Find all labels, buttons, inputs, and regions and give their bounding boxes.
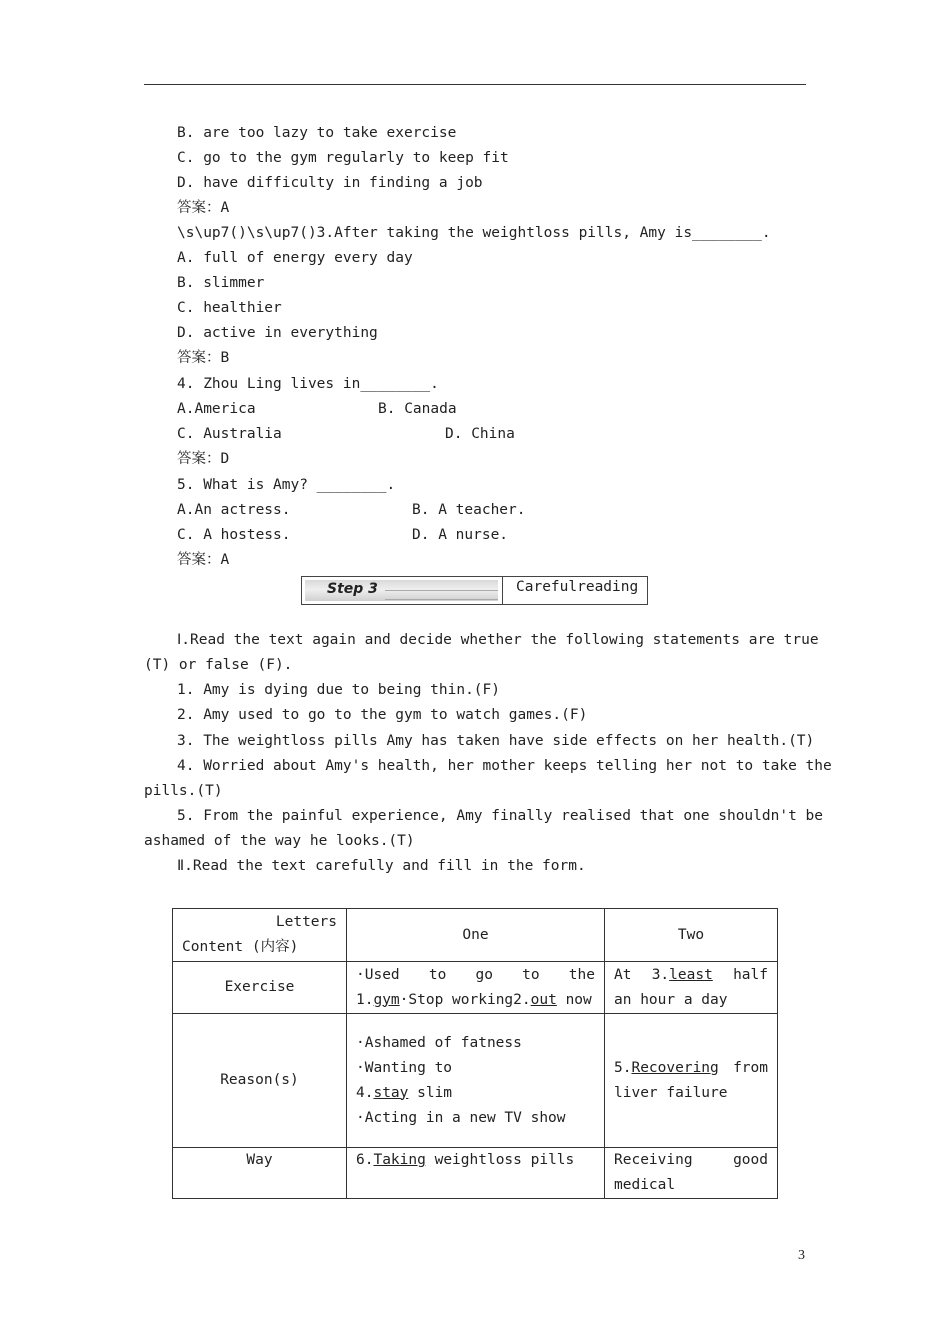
blank-answer-5: Recovering [631, 1059, 719, 1076]
reason-bullet-2-cont [356, 1081, 595, 1106]
blank-number-6: 6. [356, 1152, 374, 1168]
exercise-one-line1: ·Used to go to the [356, 966, 595, 983]
reason-bullet-2-end: slim [408, 1084, 453, 1101]
q2-answer: 答案：A [177, 200, 230, 216]
table-row-way [173, 1148, 778, 1199]
blank-answer-3: least [669, 966, 713, 983]
q5-option-a: A.An actress. [177, 502, 291, 518]
corner-content-label: Content (内容) [182, 939, 299, 955]
row-label-exercise: Exercise [173, 962, 347, 1014]
reason-one-cell [347, 1014, 605, 1148]
page-number: 3 [798, 1248, 805, 1263]
q3-answer: 答案：B [177, 350, 230, 366]
exercise-one-stop: ·Stop working [399, 991, 514, 1008]
column-header-one: One [347, 909, 605, 962]
way-one-post: weightloss pills [425, 1152, 575, 1168]
q5-option-c: C. A hostess. [177, 527, 291, 543]
column-header-two: Two [605, 909, 778, 962]
row-label-reasons: Reason(s) [173, 1014, 347, 1148]
statement-4-line1: 4. Worried about Amy's health, her mother keeps telling her not to take the [177, 758, 832, 774]
q5-answer: 答案：A [177, 552, 230, 568]
blank-number-5: 5. [614, 1059, 632, 1076]
reason-bullet-3: ·Acting in a new TV show [356, 1109, 566, 1126]
row-label-way: Way [173, 1148, 347, 1199]
exercise-one-cell [347, 962, 605, 1014]
q5-stem: 5. What is Amy? ________. [177, 477, 396, 493]
statement-4-line2: pills.(T) [144, 783, 223, 799]
statement-2: 2. Amy used to go to the gym to watch games.(F) [177, 707, 588, 723]
exercise-two-post: half an hour a day [614, 966, 768, 1008]
reason-bullet-2: ·Wanting to [356, 1059, 453, 1076]
step-header [301, 576, 648, 605]
q2-option-d: D. have difficulty in finding a job [177, 175, 483, 191]
exercise-one-end: now [556, 991, 592, 1008]
exercise-two-cell [605, 962, 778, 1014]
fill-in-form-table [172, 908, 778, 1199]
reason-bullet-1: ·Ashamed of fatness [356, 1034, 522, 1051]
part1-intro-line1: Ⅰ.Read the text again and decide whether the following statements are true [177, 632, 819, 648]
header-rule [144, 84, 806, 85]
blank-answer-2: out [530, 991, 557, 1008]
blank-number-1: 1. [356, 991, 374, 1008]
blank-answer-1: gym [373, 991, 400, 1008]
step-divider [502, 577, 503, 604]
part1-intro-line2: (T) or false (F). [144, 657, 293, 673]
q4-stem: 4. Zhou Ling lives in________. [177, 376, 439, 392]
q3-option-c: C. healthier [177, 300, 282, 316]
statement-5-line2: ashamed of the way he looks.(T) [144, 833, 415, 849]
blank-answer-6: Taking [373, 1152, 426, 1168]
blank-answer-4: stay [373, 1084, 409, 1101]
step-tag: Step 3 [327, 581, 378, 597]
part2-intro: Ⅱ.Read the text carefully and fill in the form. [177, 858, 586, 874]
q2-option-c: C. go to the gym regularly to keep fit [177, 150, 509, 166]
table-header-row [173, 909, 778, 962]
step-banner-stripes [385, 590, 498, 600]
blank-number-2: 2. [513, 991, 531, 1008]
exercise-two-pre: At 3. [614, 966, 670, 983]
corner-header-cell [173, 909, 347, 962]
q3-option-b: B. slimmer [177, 275, 265, 291]
q4-option-b: B. Canada [378, 401, 457, 417]
q4-option-c: C. Australia [177, 426, 282, 442]
corner-letters-label: Letters [275, 914, 337, 930]
q2-option-b: B. are too lazy to take exercise [177, 125, 457, 141]
statement-5-line1: 5. From the painful experience, Amy finally realised that one shouldn't be [177, 808, 824, 824]
table-row-exercise [173, 962, 778, 1014]
statement-3: 3. The weightloss pills Amy has taken have side effects on her health.(T) [177, 733, 815, 749]
way-one-cell [347, 1148, 605, 1199]
q4-option-a: A.America [177, 401, 256, 417]
q4-option-d: D. China [445, 426, 515, 442]
q5-option-d: D. A nurse. [412, 527, 509, 543]
q5-option-b: B. A teacher. [412, 502, 526, 518]
q3-stem: \s\up7()\s\up7()3.After taking the weightloss pills, Amy is________. [177, 225, 771, 241]
q3-option-d: D. active in everything [177, 325, 378, 341]
blank-number-4: 4. [356, 1084, 374, 1101]
way-two-cell: Receiving good medical [605, 1148, 778, 1199]
q3-option-a: A. full of energy every day [177, 250, 413, 266]
statement-1: 1. Amy is dying due to being thin.(F) [177, 682, 501, 698]
step-title: Carefulreading [516, 579, 639, 595]
reason-two-post: from liver failure [614, 1059, 768, 1101]
step-tag-banner [305, 580, 498, 601]
q4-answer: 答案：D [177, 451, 230, 467]
table-row-reasons [173, 1014, 778, 1148]
reason-two-cell [605, 1014, 778, 1148]
